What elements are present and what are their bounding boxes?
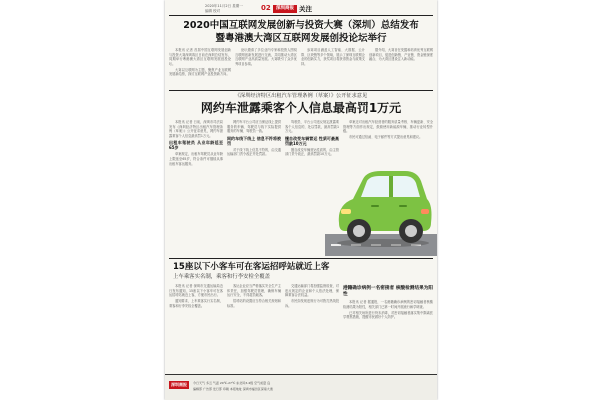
story3-subhead: 上车乘客实名制，乘客和行李安检全覆盖 xyxy=(173,274,271,280)
story3-col3: 交通运输部门将加强监督检查，对违反规定的企业和个人依法处理，保障乘客合法权益。 市民如发现违规行为可拨打热线投诉。 xyxy=(285,284,339,308)
story3-col1: 本报讯 记者 深圳市交通运输局近日发布通知，15座以下小客车可在客运招呼站就近上客，方便市民出行。 通知要求，上车乘客实行实名制，乘客和行李安检全覆盖。 xyxy=(169,284,223,308)
green-car-illustration xyxy=(331,165,435,249)
story1-col1: 本报讯 记者 首届中国互联网发展创新与投资大赛深圳赛区日前在深圳总结发布，同期举行粤港澳大湾区互联网发展创投论坛。 大赛以互联网为主题，聚焦产业互联网发展新趋势，探讨互联网产业投资新方向。 xyxy=(169,48,231,77)
page-footer xyxy=(165,374,437,400)
footer-line1: 今日天气 多云 气温 20℃-27℃ 东北风3-4级 空气质量 良 xyxy=(193,381,271,385)
story2-col2: 网约车平台公司应当保证线上提供服务的车辆、驾驶员与线下实际提供服务的车辆、驾驶员一致。 网约车线下线上 信息不符将被罚 对于线下线上信息不符的，由交通运输部门责令改正并处罚款。 xyxy=(227,120,281,157)
story1-col2: 论坛邀请了多位业内专家和投资人围绕互联网创新发展进行交流，共同推动大湾区互联网产业高质量发展。大赛吸引了众多优秀项目参赛。 xyxy=(235,48,297,66)
story2-col4: 草案还对出租汽车经营者的服务质量考核、车辆更新、安全管理等方面作出规定，鼓励使用新能源车辆，推动行业转型升级。 市民可通过信函、电子邮件等方式提出意见和建议。 xyxy=(343,120,433,140)
story2-kicker: 《深圳经济特区出租汽车管理条例（草案）》公开征求意见 xyxy=(234,93,368,99)
story2-col3: 驾驶员、平台公司违反规定泄露乘客个人信息的，处以罚款，最高罚款1万元。 擅自改变车辆营运 性质可最高罚款10万元 擅自改变车辆营运性质的，由主管部门责令改正，最高罚款10万元。 xyxy=(285,120,339,157)
story2-subhead1: 出租车驾驶员 从业年龄延至65岁 xyxy=(169,140,223,151)
story1-title-line1: 2020中国互联网发展创新与投资大赛（深圳）总结发布 xyxy=(183,20,419,31)
story1-col3: 参赛项目涵盖人工智能、大数据、云计算、区块链等多个领域，展示了深圳互联网企业的创新实力，获奖项目将获得资金与政策支持。 xyxy=(301,48,365,66)
masthead-date: 2020年11月2日 星期一 xyxy=(205,4,243,8)
story2-subhead3: 擅自改变车辆营运 性质可最高罚款10万元 xyxy=(285,135,339,146)
footer-line2: 编辑部 广告部 发行部 印刷 本报地址 深圳市福田区深南大道 xyxy=(193,387,273,391)
story3-headline: 15座以下小客车可在客运招呼站就近上客 xyxy=(173,262,330,272)
story1-title-line2: 暨粤港澳大湾区互联网发展创投论坛举行 xyxy=(215,33,387,44)
story2-headline: 网约车泄露乘客个人信息最高罚1万元 xyxy=(200,101,402,115)
newspaper-page xyxy=(165,0,437,400)
story4-headline: 港籍确诊病例一名密接者 核酸检测结果为阳性 xyxy=(343,286,433,297)
story1-col4: 据介绍，大赛旨在发掘和培育优秀互联网创新项目，促进创新链、产业链、资金链深度融合，为大湾区建设注入新动能。 xyxy=(369,48,433,62)
divider xyxy=(169,258,433,259)
story3-col2: 客运企业应当严格落实安全生产主体责任，加强驾驶员管理，确保车辆运行安全，不得超员载客。 招呼站的设置应当符合相关规划和标准。 xyxy=(227,284,281,308)
page-number: 02 xyxy=(261,4,271,12)
story4-body: 港籍确诊病例一名密接者 核酸检测结果为阳性 本报讯 记者 据通报，一名港籍确诊病例的密切接触者核酸检测结果为阳性，相关部门已第一时间开展流行病学调查。 已对相关场所进行终末消毒，对密切接触者落实集中隔离医学观察措施，提醒市民做好个人防护。 xyxy=(343,286,433,320)
divider xyxy=(169,90,433,91)
footer-logo: 深圳商报 xyxy=(171,382,187,387)
paper-logo: 深圳商报 xyxy=(273,5,297,13)
masthead-issue: 编辑 校对 xyxy=(205,9,221,13)
story2-col1: 本报讯 记者 日前，深圳市司法局发布《深圳经济特区出租汽车管理条例（草案）》公开征求意见，网约车泄露乘客个人信息最高罚1万元。 出租车驾驶员 从业年龄延至65岁 草案规定，出租车驾驶员从业年龄上限延至65岁，符合条件可继续从事出租车客运服务。 xyxy=(169,120,223,166)
story2-subhead2: 网约车线下线上 信息不符将被罚 xyxy=(227,135,281,146)
section-title: 关注 xyxy=(299,5,312,13)
divider xyxy=(169,15,433,16)
masthead xyxy=(165,3,437,15)
